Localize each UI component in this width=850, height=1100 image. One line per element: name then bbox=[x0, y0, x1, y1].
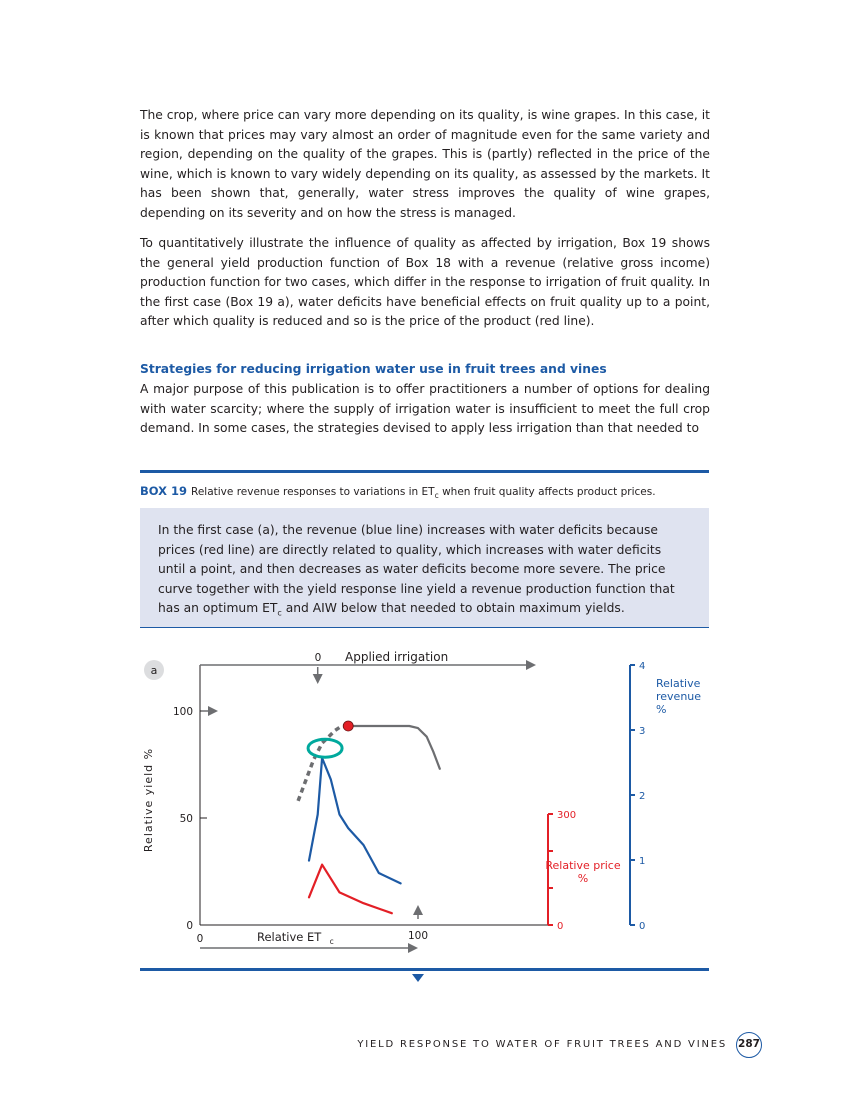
price-axis-label-line1: Relative price bbox=[545, 859, 621, 872]
price-axis-label-line2: % bbox=[577, 872, 589, 885]
top-axis-label: Applied irrigation bbox=[345, 650, 449, 664]
price-tick-label: 0 bbox=[557, 921, 564, 932]
y-tick-label: 100 bbox=[172, 706, 193, 718]
revenue-tick-label: 1 bbox=[639, 856, 646, 867]
box-bottom-rule bbox=[140, 968, 709, 971]
et100-arrowhead bbox=[413, 905, 423, 915]
box-summary-text-main: In the first case (a), the revenue (blue line) increases with water deficits because prices (red line) are directly related to quality, which increases with water deficits until a point, and then decreases as water deficits become more severe. The price curve together with the yield response line yield a revenue production function that has an optimum ET bbox=[158, 523, 675, 616]
zero-irrigation-arrowhead bbox=[313, 674, 323, 684]
page-number: 287 bbox=[736, 1032, 762, 1058]
panel-label: a bbox=[150, 664, 158, 677]
revenue-tick-label: 4 bbox=[639, 661, 646, 672]
revenue-axis-label-line: % bbox=[656, 703, 667, 716]
body-paragraph-3: A major purpose of this publication is to offer practitioners a number of options for dealing with water scarcity; where the supply of irrigation water is insufficient to meet the full crop demand. In some cases, the strategies devised to apply less irrigation than that needed to bbox=[140, 382, 710, 436]
top-axis-zero-label: 0 bbox=[314, 652, 322, 664]
full-yield-point-marker bbox=[343, 721, 353, 731]
y-tick-label: 0 bbox=[186, 920, 193, 932]
box-label: BOX 19 bbox=[140, 484, 188, 498]
y-tick-label: 50 bbox=[179, 813, 193, 825]
box-caption-text-end: when fruit quality affects product prices. bbox=[438, 486, 656, 498]
x-tick-label: 100 bbox=[407, 930, 429, 942]
body-paragraph-1: The crop, where price can vary more depending on its quality, is wine grapes. In this case, it is known that prices may vary almost an order of magnitude even for the same variety and region, depending on the quality of the grapes. This is (partly) reflected in the price of the wine, which is known to vary widely depending on its quality, as assessed by the markets. It has been shown that, generally, water stress improves the quality of wine grapes, depending on its severity and on how the stress is managed. bbox=[140, 108, 710, 220]
revenue-axis-label-line: revenue bbox=[656, 690, 702, 703]
revenue-tick-label: 2 bbox=[639, 791, 646, 802]
y-axis-label: Relative yield % bbox=[142, 747, 155, 853]
down-triangle-icon bbox=[412, 974, 424, 982]
box-caption-subscript: c bbox=[434, 491, 439, 501]
yield_full-line bbox=[348, 726, 440, 769]
x-axis-label-subscript: c bbox=[329, 937, 334, 946]
x-axis-label: Relative ET bbox=[257, 930, 322, 944]
revenue-axis-label-line: Relative bbox=[656, 677, 701, 690]
revenue-tick-label: 0 bbox=[639, 921, 646, 932]
box-summary-subscript: c bbox=[277, 608, 282, 618]
box-caption-text: Relative revenue responses to variations in ET bbox=[191, 486, 435, 498]
relative-et-arrowhead bbox=[408, 943, 418, 953]
body-paragraph-2: To quantitatively illustrate the influence of quality as affected by irrigation, Box 19 shows the general yield production function of Box 18 with a revenue (relative gross income) production function for two cases, which differ in the response to irrigation of fruit quality. In the first case (Box 19 a), water deficits have beneficial effects on fruit quality up to a point, after which quality is reduced and so is the price of the product (red line). bbox=[140, 236, 710, 329]
price-tick-label: 300 bbox=[557, 810, 577, 821]
section-heading: Strategies for reducing irrigation water use in fruit trees and vines bbox=[140, 362, 607, 376]
revenue-tick-label: 3 bbox=[639, 726, 646, 737]
x-tick-label: 0 bbox=[196, 933, 204, 945]
max-yield-arrowhead bbox=[208, 706, 218, 716]
top-axis-arrowhead bbox=[526, 660, 536, 670]
box-summary-text-end: and AIW below that needed to obtain maximum yields. bbox=[281, 601, 625, 616]
running-footer-title: YIELD RESPONSE TO WATER OF FRUIT TREES AND VINES bbox=[357, 1039, 727, 1050]
